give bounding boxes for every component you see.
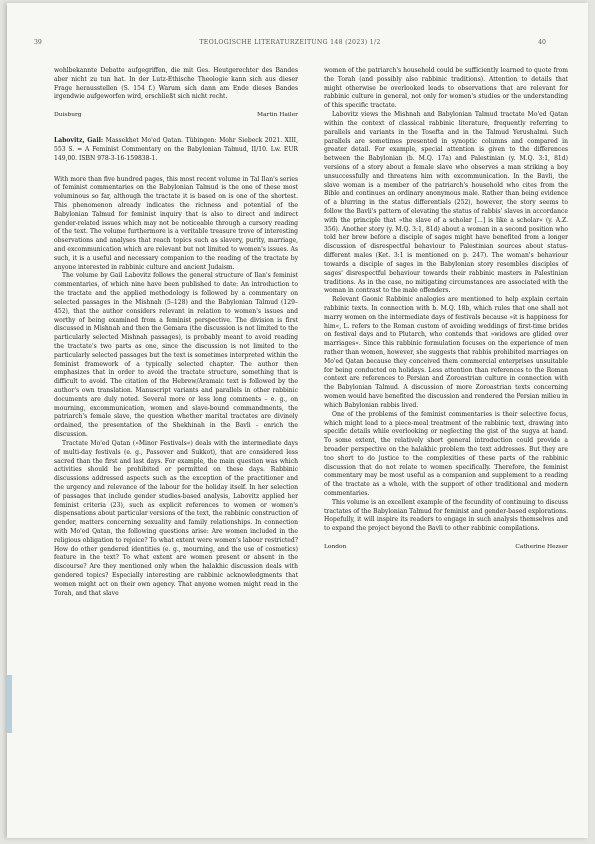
review-paragraph: Relevant Gaonic Rabbinic analogies are mentioned to help explain certain rabbinic texts. In connection with b. M.Q. 18b, which rules that one shall not marry women on the intermediate days of festivals because »it is happiness for him«, L. refers to the Roman custom of avoiding weddings of first-time brides on festival days and to Plutarch, who contends that »widows are glided over marriages«. Since this rabbinic formulation focuses on the experience of men rather than women, however, she suggests that rabbis prohibited marriages on Mo'ed Qatan because they conceived them commercial enterprises unsuitable for being conducted on holidays. Less attention than references to the Roman context are references to Persian and Zoroastrian culture in connection with the Babylonian Talmud. A discussion of more Zoroastrian texts concerning women would have benefited the discussion and rendered the Persian milieu in which Babylonian rabbis lived. [324, 296, 568, 409]
page-number-left: 39 [34, 39, 42, 46]
left-column [54, 67, 298, 599]
signature-name: Martin Hailer [257, 112, 298, 119]
signature-place: London [324, 544, 347, 551]
journal-title: TEOLOGISCHE LITERATURZEITUNG 148 (2023) 1/2 [199, 39, 381, 46]
document-page [7, 3, 588, 838]
book-citation [54, 137, 298, 163]
review-paragraph: women of the patriarch's household could be sufficiently learned to quote from the Torah (and possibly also rabbinic traditions). Attention to details that might otherwise be overlooked leads to observations that are relevant for rabbinic culture in general, not only for women's studies or the understanding of this specific tractate. [324, 67, 568, 110]
signature-place: Duisburg [54, 112, 82, 119]
review-paragraph: This volume is an excellent example of the fecundity of continuing to discuss tractates of the Babylonian Talmud for feminist and gender-based explorations. Hopefully, it will inspire its readers to engage in such analysis themselves and to expand the project beyond the Bavli to other rabbinic compilations. [324, 498, 568, 533]
book-title: Massekhet Mo'ed Qatan. Tübingen: Mohr Siebeck 2021. XIII, 553 S. = A Feminist Commentary on the Babylonian Talmud, II/10. Lw. EUR 149,00. ISBN 978-3-16-159838-1. [54, 137, 298, 162]
review-paragraph: One of the problems of the feminist commentaries is their selective focus, which might lead to a piece-meal treatment of the rabbinic text, drawing into specific details while overlooking or neglecting the gist of the sugya at hand. To some extent, the relatively short general introduction could provide a broader perspective on the halakhic problem the text addresses. But they are too short to do justice to the complexities of these parts of the rabbinic discussion that do not relate to women specifically. Therefore, the feminist commentary may be most useful as a companion and supplement to a reading of the tractate as a whole, with the support of other traditional and modern commentaries. [324, 410, 568, 497]
review-signature [324, 543, 568, 552]
page-number-right: 40 [538, 39, 546, 46]
review-paragraph: Tractate Mo'ed Qatan (»Minor Festivals«) deals with the intermediate days of multi-day festivals (e. g., Passover and Sukkot), that are considered less sacred than the first and last days. For example, the main question was which activities should be prohibited or permitted on these days. Rabbinic discussions addressed aspects such as the exception of the practitioner and the urgency and relevance of the labour for the holiday itself. In her selection of passages that include gender studies-based analysis, Labovitz applied her feminist criteria (23), such as explicit references to women or women's dispensations about particular versions of the text, the rabbinic construction of gender, matters concerning sexuality and family relationships. In connection with Mo'ed Qatan, the following questions arise: Are women included in the religious obligation to rejoice? To what extent were women's labour restricted? How do other gendered identities (e. g., mourning, and the use of cosmetics) feature in the text? To what extent are women present or absent in the discourse? Are they mentioned only when the halakhic discussion deals with gendered topics? Especially interesting are rabbinic acknowledgments that women might act on their own agency. That anyone women might read in the Torah, and that slave [54, 439, 298, 597]
review-paragraph: The volume by Gail Labovitz follows the general structure of Ilan's feminist commentaries, of which nine have been published to date: An introduction to the tractate and the applied methodology is followed by a commentary on selected passages in the Mishnah (5–128) and the Babylonian Talmud (129–452), that the author considers relevant in relation to women's issues and worthy of being examined from a feminist perspective. The division is first discussed in Mishnah and then the Gemara (the discussion is not limited to the particularly selected Mishnah passages), is probably meant to avoid reading the tractate's two parts as one, since the discussion is not limited to the particularly selected passages but the text is sometimes interpreted within the feminist framework of a typically selected chapter. The author then emphasizes that in order to avoid the tractate structure, something that is difficult to avoid. The citation of the Hebrew/Aramaic text is followed by the author's own translation. Manuscript variants and parallels in other rabbinic documents are duly noted. Several more or less long comments – e. g., on mourning, excommunication, women and slave-bound commandments, the patriarch's female slave, the question whether marital tractates are divinely ordained, the presentation of the Shekhinah in the Bavli – enrich the discussion. [54, 272, 298, 439]
previous-review-signature [54, 111, 298, 120]
running-header [34, 39, 546, 49]
right-column [324, 67, 568, 552]
book-author: Labovitz, Gail: [54, 137, 104, 145]
previous-review-ending: wohlbekannte Debatte aufgegriffen, die mit Ges. Heutgerechter des Bandes aber nicht zu tun hat. In der Lutz-Ethische Theologie kann sich aus dieser Frage herausstellen (S. 154 f.) Warum sich dann am Ende dieses Bandes irgendwie aufgeworfen wird, erschließt sich nicht recht. [54, 67, 298, 101]
review-paragraph: Labovitz views the Mishnah and Babylonian Talmud tractate Mo'ed Qatan within the context of classical rabbinic literature, frequently referring to parallels and variants in the Tosefta and in the Talmud Yerushalmi. Such parallels are sometimes presented in synoptic columns and compared in greater detail. For example, special attention is given to the differences between the Babylonian (b. M.Q. 17a) and Palestinian (y. M.Q. 3:1, 81d) versions of a story about a female slave who observes a man striking a boy unsuccessfully and threatens him with excommunication. In the Bavli, the slave woman is a member of the patriarch's household who cites from the Bible and continues an ordinary anonymous male. Rather than being evidence of a blurring in the status differentials (252), however, the story seems to follow the Bavli's pattern of elevating the status of rabbis' slaves in accordance with the principle that »the slave of a scholar [...] is like a scholar« (y. A.Z. 356). Another story (y. M.Q. 3:1, 81d) about a woman in a second position who told her brew before a disciple of sages might have benefited from a longer discussion of disrespectful behaviour to Palestinian sources about status-different males (Ket. 3:1 is mentioned on p. 247). The woman's behaviour towards a disciple of sages in the Babylonian story resembles disciples of sages' disrespectful behaviour towards their rabbinic masters in Palestinian traditions. As in the case, no mitigating circumstances are associated with the woman in contrast to the male offenders. [324, 111, 568, 295]
signature-name: Catherine Hezser [515, 544, 568, 551]
review-paragraph: With more than five hundred pages, this most recent volume in Tal Ilan's series of feminist commentaries on the Babylonian Talmud is the one of these most voluminous so far, although the tractate it is based on is one of the shortest. This phenomenon already indicates the richness and potential of the Babylonian Talmud for feminist inquiry that is also to direct and indirect gender-related issues which may not be noticeable through a cursory reading of the text. The volume furthermore is a veritable treasure trove of interesting observations and analyses that reach topics such as slavery, purity, marriage, and excommunication which are relevant but not limited to women's issues. As such, it is a useful and necessary companion to the reading of the tractate by anyone interested in rabbinic culture and ancient Judaism. [54, 175, 298, 271]
page-edge-marker [7, 675, 12, 733]
